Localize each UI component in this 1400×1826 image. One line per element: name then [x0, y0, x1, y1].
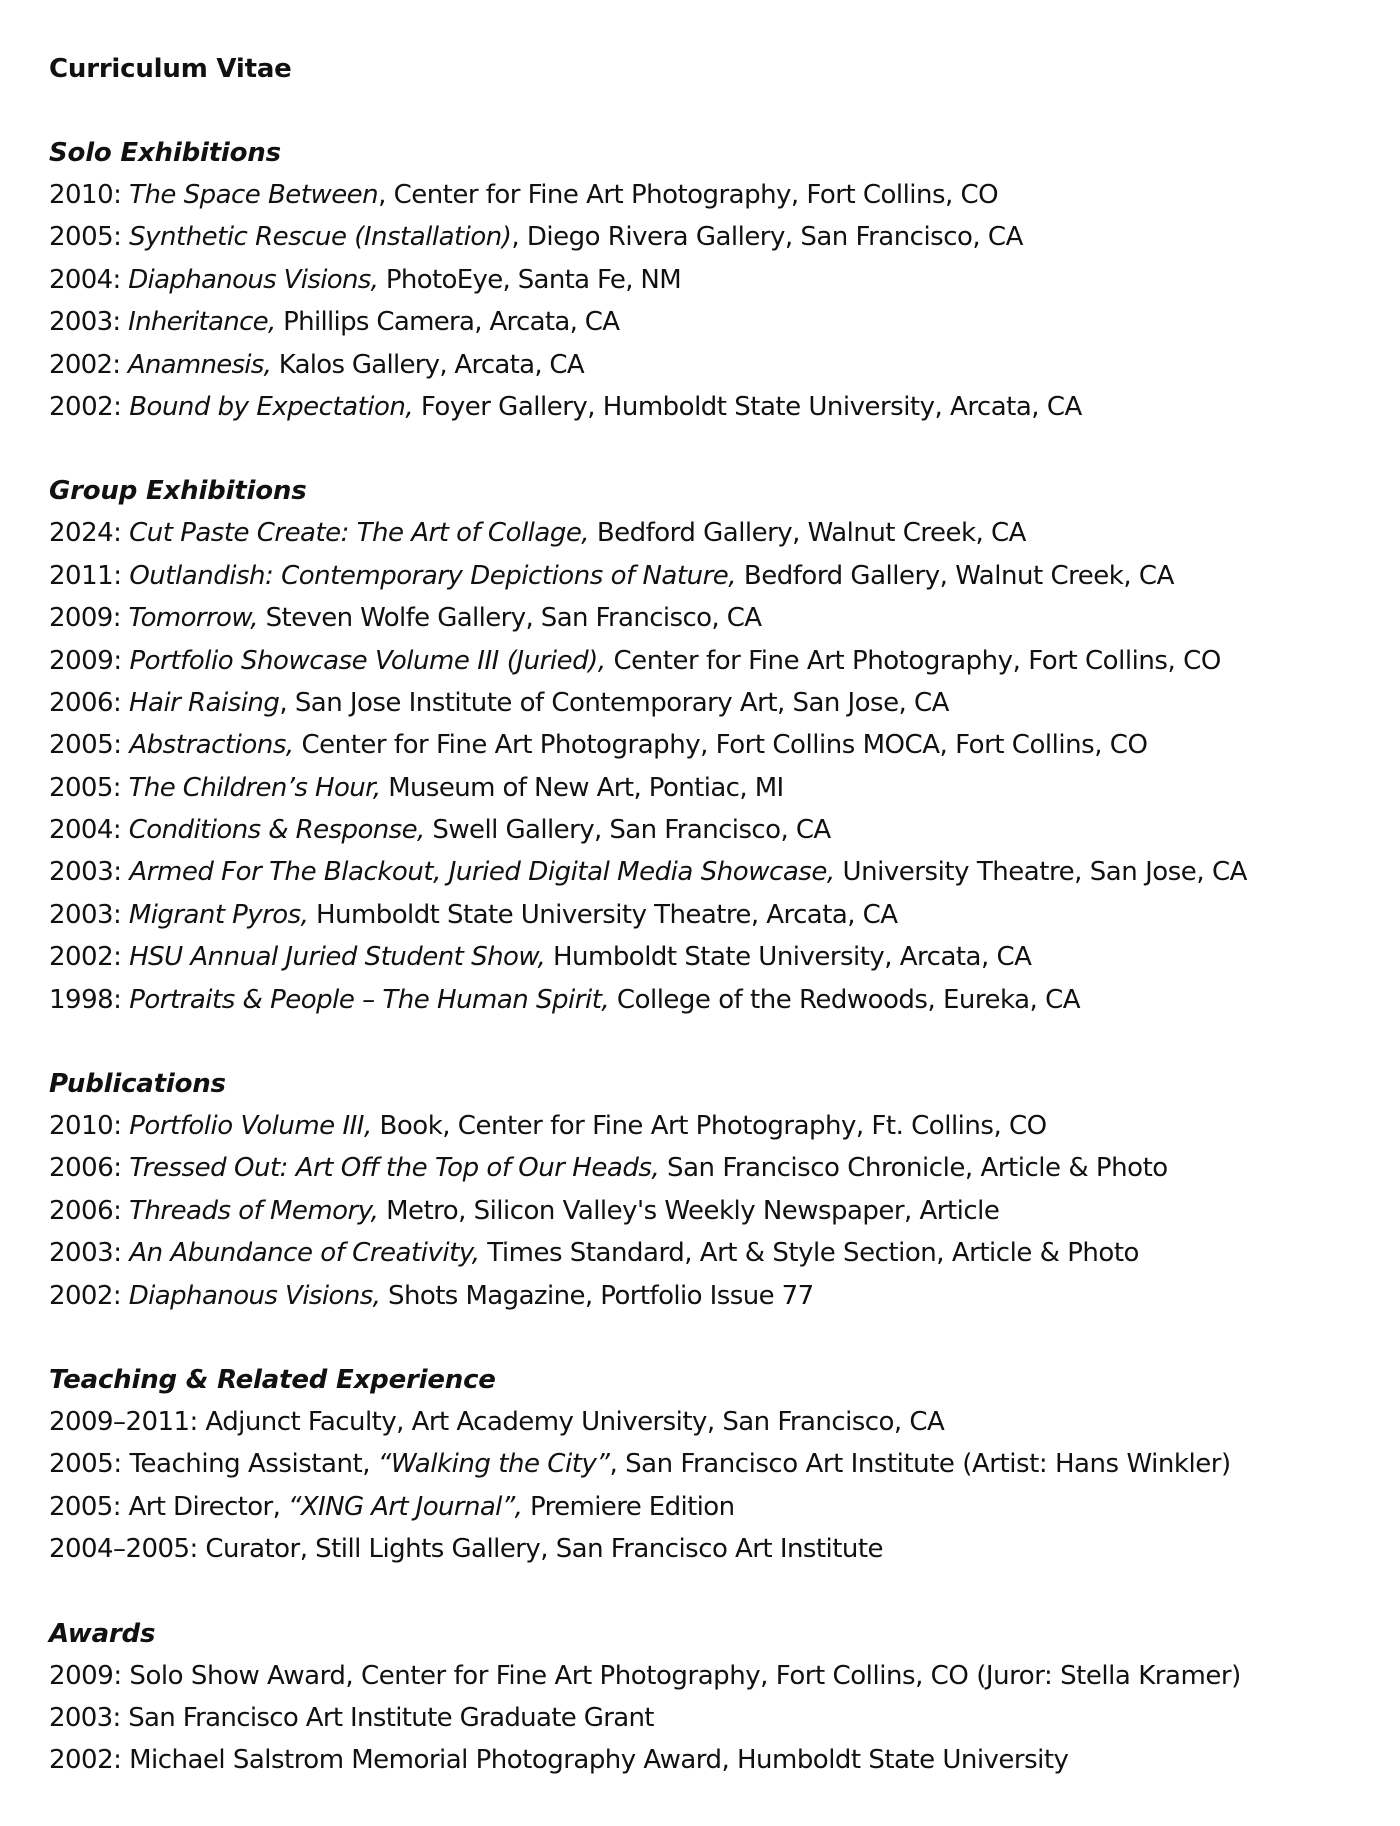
section-heading: Publications: [49, 1069, 226, 1100]
entry-lead: 2003:: [49, 1238, 130, 1269]
entry-lead: 2005: Teaching Assistant,: [49, 1449, 378, 1480]
entry-title: “Walking the City”: [377, 1449, 610, 1480]
entry-lead: 2006:: [49, 1195, 130, 1226]
entry-details: Premiere Edition: [522, 1491, 735, 1522]
entry-title: Cut Paste Create: The Art of Collage,: [129, 518, 590, 549]
entry-title: Outlandish: Contemporary Depictions of Nature,: [129, 560, 737, 591]
list-item: [49, 174, 1369, 216]
entry-details: Bedford Gallery, Walnut Creek, CA: [589, 518, 1026, 549]
cv-section-group-exhibitions: [49, 470, 1369, 1021]
document-title: Curriculum Vitae: [49, 54, 292, 84]
entry-lead: 2002: Michael Salstrom Memorial Photography Award, Humboldt State University: [49, 1745, 1069, 1776]
section-heading: Solo Exhibitions: [49, 138, 281, 168]
list-item: [49, 1486, 1369, 1528]
list-item: [49, 1697, 1369, 1739]
entry-lead: 2011:: [49, 560, 130, 591]
entry-lead: 2002:: [49, 1280, 129, 1311]
list-item: [49, 1655, 1369, 1697]
entry-title: Tomorrow,: [128, 603, 258, 634]
entry-details: Times Standard, Art & Style Section, Article & Photo: [479, 1238, 1139, 1269]
entry-title: The Children’s Hour,: [128, 772, 381, 803]
cv-section-publications: [49, 1063, 1369, 1317]
entry-lead: 2002:: [49, 349, 128, 380]
list-item: [49, 1147, 1369, 1189]
entry-details: Humboldt State University, Arcata, CA: [545, 942, 1032, 973]
entry-lead: 1998:: [49, 984, 130, 1015]
entry-title: Tressed Out: Art Off the Top of Our Heads,: [129, 1153, 660, 1184]
entry-title: Portraits & People – The Human Spirit,: [129, 984, 610, 1015]
list-item: [49, 386, 1369, 428]
entry-lead: 2003:: [49, 857, 130, 888]
list-item: [49, 344, 1369, 386]
entry-title: HSU Annual Juried Student Show,: [129, 942, 546, 973]
entry-title: Anamnesis,: [127, 349, 272, 380]
entry-title: Hair Raising: [129, 687, 280, 718]
cv-section-awards: [49, 1613, 1369, 1782]
entry-lead: 2005:: [49, 772, 129, 803]
entry-details: Swell Gallery, San Francisco, CA: [424, 815, 831, 846]
list-item: [49, 936, 1369, 978]
entry-lead: 2010:: [49, 1111, 130, 1142]
entry-title: “XING Art Journal”,: [287, 1491, 523, 1522]
entry-lead: 2003:: [49, 899, 129, 930]
section-heading: Teaching & Related Experience: [49, 1364, 496, 1395]
entry-details: Foyer Gallery, Humboldt State University, Arcata, CA: [413, 391, 1082, 422]
list-item: [49, 1232, 1369, 1274]
entry-details: University Theatre, San Jose, CA: [834, 857, 1247, 888]
entry-lead: 2003: San Francisco Art Institute Graduate Grant: [49, 1702, 654, 1733]
list-item: [49, 1401, 1369, 1443]
entry-title: Conditions & Response,: [128, 815, 425, 846]
list-item: [49, 1739, 1369, 1781]
entry-title: Inheritance,: [128, 307, 276, 338]
entry-lead: 2009:: [49, 645, 130, 676]
list-item: [49, 724, 1369, 766]
entry-title: Armed For The Blackout, Juried Digital Media Showcase,: [129, 857, 835, 888]
entry-details: San Francisco Chronicle, Article & Photo: [659, 1153, 1168, 1184]
list-item: [49, 851, 1369, 893]
entry-details: Center for Fine Art Photography, Fort Collins, CO: [605, 645, 1221, 676]
entry-lead: 2010:: [49, 180, 130, 210]
list-item: [49, 1275, 1369, 1317]
entry-details: Shots Magazine, Portfolio Issue 77: [380, 1280, 814, 1311]
entry-lead: 2002:: [49, 391, 130, 422]
entry-lead: 2009: Solo Show Award, Center for Fine Art Photography, Fort Collins, CO (Juror: Stella Kramer): [49, 1660, 1241, 1691]
entry-lead: 2004–2005: Curator, Still Lights Gallery, San Francisco Art Institute: [49, 1534, 883, 1565]
entry-details: , San Jose Institute of Contemporary Art, San Jose, CA: [279, 687, 949, 718]
list-item: [49, 1105, 1369, 1147]
entry-title: The Space Between: [129, 180, 379, 210]
list-item: [49, 301, 1369, 343]
entry-title: Portfolio Showcase Volume III (Juried),: [129, 645, 606, 676]
entry-title: Threads of Memory,: [129, 1195, 379, 1226]
entry-details: College of the Redwoods, Eureka, CA: [609, 984, 1081, 1015]
entry-details: , San Francisco Art Institute (Artist: Hans Winkler): [609, 1449, 1231, 1480]
entry-title: An Abundance of Creativity,: [129, 1238, 480, 1269]
list-item: [49, 216, 1369, 258]
list-item: [49, 597, 1369, 639]
entry-lead: 2004:: [49, 264, 129, 295]
cv-section-teaching-related-experience: [49, 1359, 1369, 1571]
list-item: [49, 1528, 1369, 1570]
entry-lead: 2024:: [49, 518, 130, 549]
entry-details: Book, Center for Fine Art Photography, Ft. Collins, CO: [371, 1111, 1047, 1142]
list-item: [49, 1190, 1369, 1232]
list-item: [49, 682, 1369, 724]
list-item: [49, 767, 1369, 809]
entry-details: Phillips Camera, Arcata, CA: [275, 307, 620, 338]
list-item: [49, 894, 1369, 936]
entry-lead: 2002:: [49, 942, 130, 973]
entry-lead: 2009–2011: Adjunct Faculty, Art Academy University, San Francisco, CA: [49, 1406, 945, 1437]
entry-details: Kalos Gallery, Arcata, CA: [271, 349, 584, 380]
list-item: [49, 555, 1369, 597]
sections-container: [49, 132, 1369, 1782]
entry-lead: 2003:: [49, 307, 129, 338]
list-item: [49, 259, 1369, 301]
entry-title: Diaphanous Visions,: [128, 1280, 381, 1311]
entry-details: , Center for Fine Art Photography, Fort Collins, CO: [378, 180, 999, 210]
entry-details: Humboldt State University Theatre, Arcata, CA: [308, 899, 898, 930]
entry-title: Abstractions,: [129, 730, 294, 761]
entry-title: Diaphanous Visions,: [128, 264, 379, 295]
entry-details: Metro, Silicon Valley's Weekly Newspaper, Article: [378, 1195, 1000, 1226]
entry-lead: 2006:: [49, 687, 130, 718]
entry-details: , Diego Rivera Gallery, San Francisco, CA: [511, 222, 1023, 253]
entry-title: Bound by Expectation,: [129, 391, 414, 422]
entry-lead: 2005: Art Director,: [49, 1491, 288, 1522]
entry-title: Portfolio Volume III,: [129, 1111, 372, 1142]
cv-document: [49, 48, 1369, 1782]
list-item: [49, 1443, 1369, 1485]
entry-lead: 2006:: [49, 1153, 130, 1184]
section-heading: Group Exhibitions: [49, 476, 307, 507]
cv-section-solo-exhibitions: [49, 132, 1369, 428]
section-heading: Awards: [49, 1618, 156, 1649]
list-item: [49, 640, 1369, 682]
list-item: [49, 979, 1369, 1021]
entry-lead: 2005:: [49, 222, 130, 253]
entry-lead: 2005:: [49, 730, 130, 761]
entry-title: Synthetic Rescue (Installation): [129, 222, 512, 253]
entry-details: Steven Wolfe Gallery, San Francisco, CA: [257, 603, 762, 634]
entry-title: Migrant Pyros,: [128, 899, 309, 930]
entry-lead: 2009:: [49, 603, 129, 634]
list-item: [49, 512, 1369, 554]
list-item: [49, 809, 1369, 851]
entry-details: PhotoEye, Santa Fe, NM: [378, 264, 681, 295]
entry-lead: 2004:: [49, 815, 129, 846]
entry-details: Center for Fine Art Photography, Fort Collins MOCA, Fort Collins, CO: [293, 730, 1148, 761]
entry-details: Museum of New Art, Pontiac, MI: [380, 772, 784, 803]
entry-details: Bedford Gallery, Walnut Creek, CA: [736, 560, 1174, 591]
